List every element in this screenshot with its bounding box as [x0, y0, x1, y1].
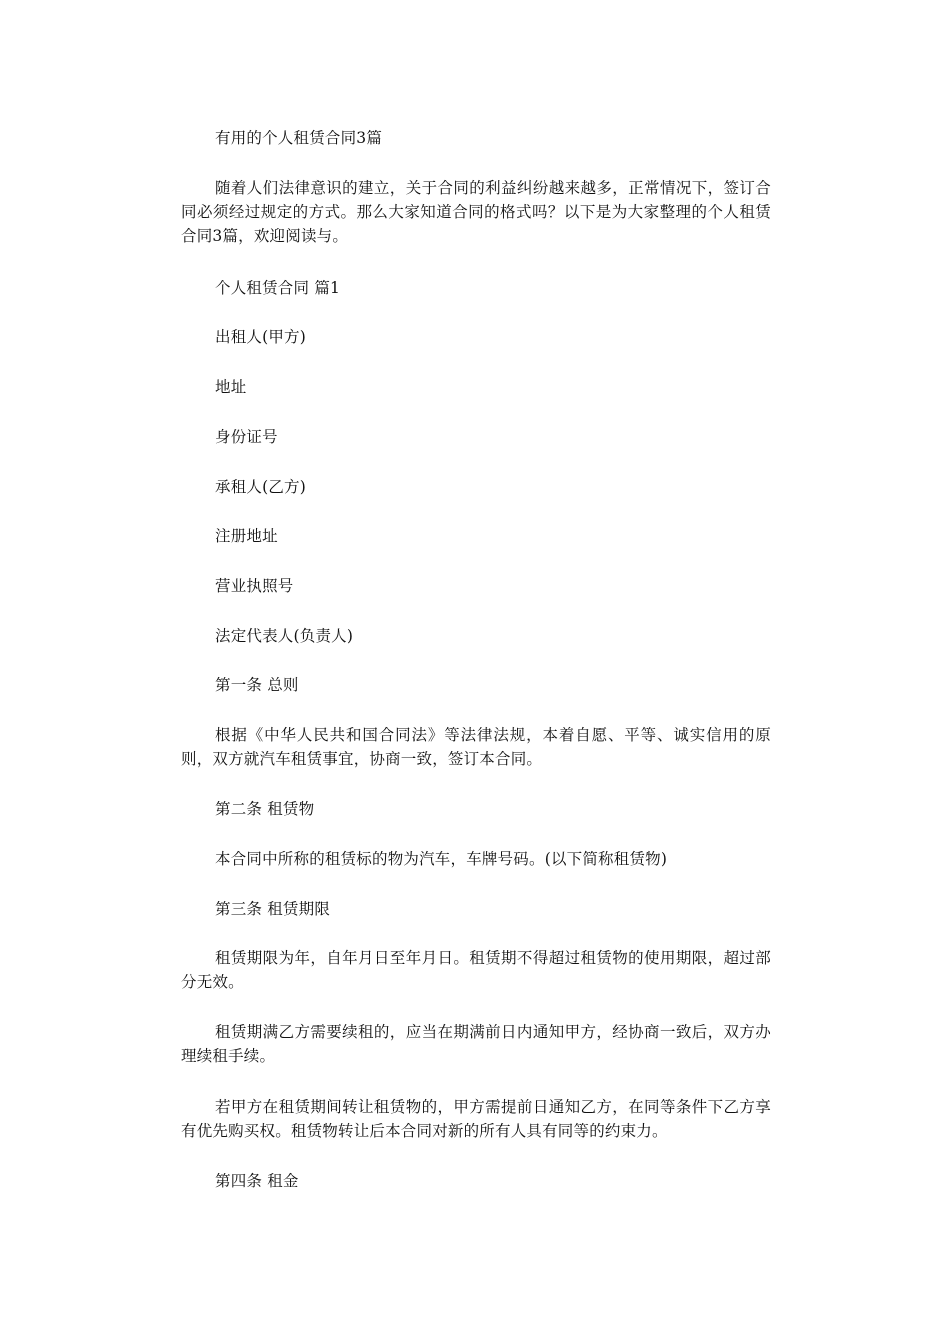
article-3-body-1: 租赁期限为年，自年月日至年月日。租赁期不得超过租赁物的使用期限，超过部分无效。	[181, 949, 771, 991]
article-4-heading: 第四条 租金	[215, 1172, 299, 1190]
registered-address-field: 注册地址	[215, 527, 278, 545]
legal-representative-field: 法定代表人(负责人)	[215, 627, 354, 645]
article-1-heading: 第一条 总则	[215, 676, 299, 694]
article-2-heading: 第二条 租赁物	[215, 800, 315, 818]
intro-paragraph: 随着人们法律意识的建立，关于合同的利益纠纷越来越多，正常情况下，签订合同必须经过规定的方式。那么大家知道合同的格式吗？以下是为大家整理的个人租赁合同3篇，欢迎阅读与。	[181, 179, 771, 245]
lessor-field: 出租人(甲方)	[215, 328, 306, 346]
lessee-field: 承租人(乙方)	[215, 478, 306, 496]
document-title: 有用的个人租赁合同3篇	[215, 129, 383, 147]
article-3-body-3: 若甲方在租赁期间转让租赁物的，甲方需提前日通知乙方，在同等条件下乙方享有优先购买权。租赁物转让后本合同对新的所有人具有同等的约束力。	[181, 1098, 771, 1140]
article-3-heading: 第三条 租赁期限	[215, 900, 331, 918]
address-field: 地址	[215, 378, 247, 396]
article-2-body: 本合同中所称的租赁标的物为汽车，车牌号码。(以下简称租赁物)	[215, 850, 668, 868]
id-number-field: 身份证号	[215, 428, 278, 446]
article-1-body: 根据《中华人民共和国合同法》等法律法规，本着自愿、平等、诚实信用的原则，双方就汽车租赁事宜，协商一致，签订本合同。	[181, 726, 771, 768]
article-3-body-2: 租赁期满乙方需要续租的，应当在期满前日内通知甲方，经协商一致后，双方办理续租手续。	[181, 1023, 771, 1065]
section-heading-contract-1: 个人租赁合同 篇1	[215, 279, 341, 297]
business-license-field: 营业执照号	[215, 577, 294, 595]
